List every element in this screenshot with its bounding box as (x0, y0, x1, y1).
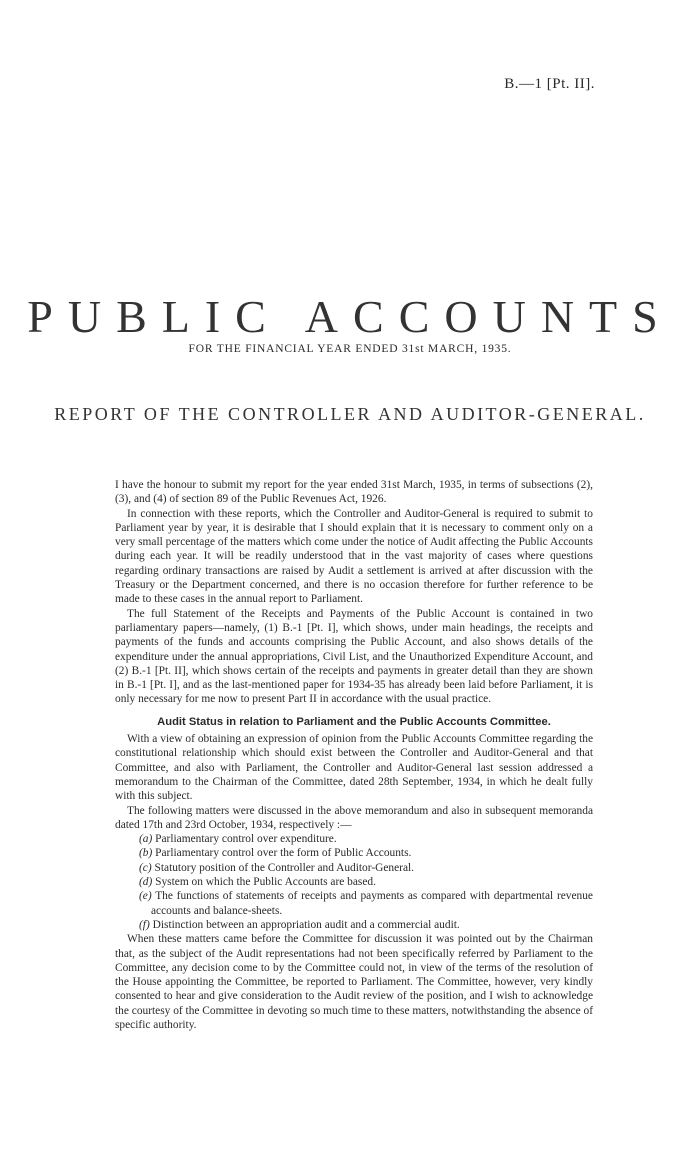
paragraph-6: When these matters came before the Committee for discussion it was pointed out by the Chairman that, as the subject of the Audit representations had not been specifically referred by Parliament to the Committee, any decision come to by the Committee could not, in view of the terms of the resolution of the House appointing the Committee, be reported to Parliament. The Committee, however, very kindly consented to hear and give consideration to the Audit review of the position, and I wish to acknowledge the courtesy of the Committee in devoting so much time to these matters, notwithstanding the absence of specific authority. (115, 933, 593, 1031)
paragraph-1: I have the honour to submit my report for the year ended 31st March, 1935, in terms of subsections (2), (3), and (4) of section 89 of the Public Revenues Act, 1926. (115, 479, 593, 506)
subtitle: FOR THE FINANCIAL YEAR ENDED 31st MARCH, 1935. (188, 343, 512, 355)
list-item: (a) Parliamentary control over expenditure. (139, 833, 337, 846)
list-item: (f) Distinction between an appropriation audit and a commercial audit. (139, 918, 460, 931)
paragraph-5: The following matters were discussed in the above memorandum and also in subsequent memoranda dated 17th and 23rd October, 1934, respectively :— (115, 804, 593, 831)
report-title: REPORT OF THE CONTROLLER AND AUDITOR-GENERAL. (54, 404, 646, 424)
list-item: (c) Statutory position of the Controller and Auditor-General. (139, 861, 415, 874)
main-title: PUBLIC ACCOUNTS (27, 291, 673, 342)
report-body (115, 478, 593, 1032)
paragraph-4: With a view of obtaining an expression of opinion from the Public Accounts Committee regarding the constitutional relationship which should exist between the Controller and Auditor-General and that Committee, and also with Parliament, the Controller and Auditor-General last session addressed a memorandum to the Chairman of the Committee, dated 28th September, 1934, in which he dealt fully with this subject. (115, 733, 593, 803)
paragraph-3: The full Statement of the Receipts and Payments of the Public Account is contained in two parliamentary papers—namely, (1) B.-1 [Pt. I], which shows, under main headings, the receipts and payments of the funds and accounts comprising the Public Account, and also shows details of the expenditure under the annual appropriations, Civil List, and the Unauthorized Expenditure Account, and (2) B.-1 [Pt. II], which shows certain of the receipts and payments in greater detail than they are shown in B.-1 [Pt. I], and as the last-mentioned paper for 1934-35 has already been laid before Parliament, it is only necessary for me now to present Part II in accordance with the usual practice. (115, 607, 593, 706)
matters-list (115, 832, 593, 932)
page-reference: B.—1 [Pt. II]. (504, 76, 595, 92)
list-item: (d) System on which the Public Accounts are based. (139, 876, 376, 889)
section-heading: Audit Status in relation to Parliament and the Public Accounts Committee. (157, 715, 551, 728)
list-item: (b) Parliamentary control over the form of Public Accounts. (139, 847, 412, 860)
list-item: (e) The functions of statements of receipts and payments as compared with departmental revenue accounts and balance-sheets. (139, 890, 593, 917)
paragraph-2: In connection with these reports, which the Controller and Auditor-General is required to submit to Parliament year by year, it is desirable that I should explain that it is necessary to comment only on a very small percentage of the matters which come under the notice of Audit affecting the Public Accounts during each year. It will be readily understood that in the vast majority of cases where questions regarding ordinary transactions are raised by Audit a settlement is arrived at after discussion with the Treasury or the Department concerned, and there is no occasion therefore for further reference to be made to these cases in the annual report to Parliament. (115, 507, 593, 606)
